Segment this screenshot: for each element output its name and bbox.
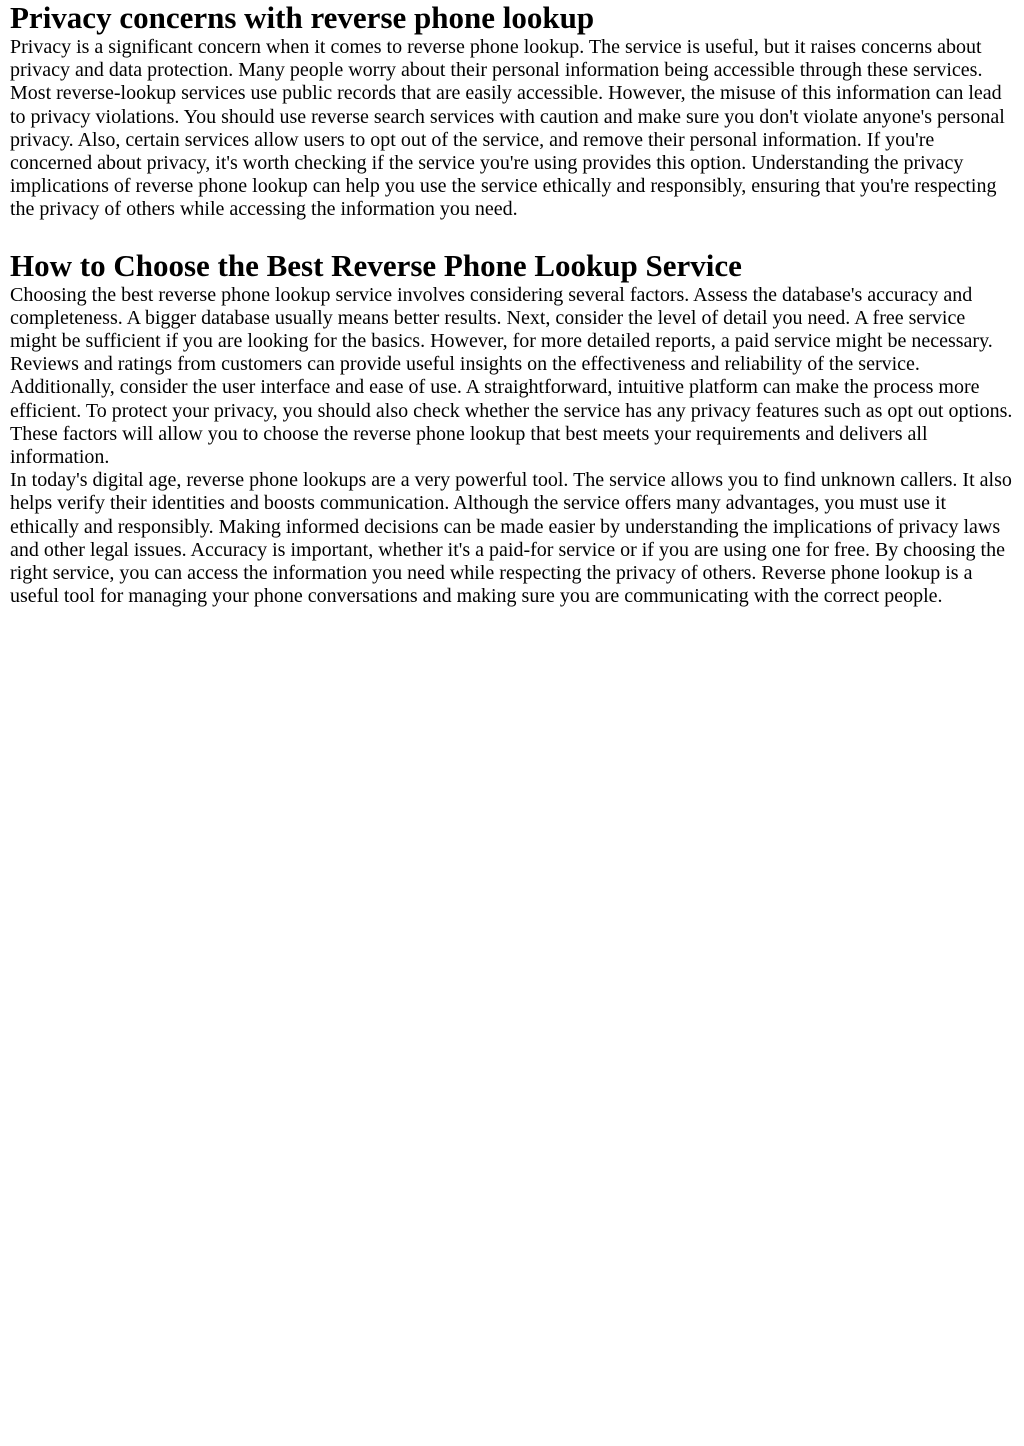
privacy-paragraph: Privacy is a significant concern when it comes to reverse phone lookup. The service is useful, but it raises concerns about privacy and data protection. Many people worry about their personal information being accessible through these services. Most reverse-lookup services use public records that are easily accessible. However, the misuse of this information can lead to privacy violations. You should use reverse search services with caution and make sure you don't violate anyone's personal privacy. Also, certain services allow users to opt out of the service, and remove their personal information. If you're concerned about privacy, it's worth checking if the service you're using provides this option. Understanding the privacy implications of reverse phone lookup can help you use the service ethically and responsibly, ensuring that you're respecting the privacy of others while accessing the information you need. — [10, 36, 1005, 221]
article — [10, 0, 1014, 608]
choose-service-paragraph: Choosing the best reverse phone lookup service involves considering several factors. Assess the database's accuracy and completeness. A bigger database usually means better results. Next, consider the level of detail you need. A free service might be sufficient if you are looking for the basics. However, for more detailed reports, a paid service might be necessary. Reviews and ratings from customers can provide useful insights on the effectiveness and reliability of the service. Additionally, consider the user interface and ease of use. A straightforward, intuitive platform can make the process more efficient. To protect your privacy, you should also check whether the service has any privacy features such as opt out options. These factors will allow you to choose the reverse phone lookup that best meets your requirements and delivers all information. — [10, 283, 1013, 469]
section-heading-choose-service: How to Choose the Best Reverse Phone Lookup Service — [10, 247, 742, 283]
conclusion-paragraph: In today's digital age, reverse phone lookups are a very powerful tool. The service allows you to find unknown callers. It also helps verify their identities and boosts communication. Although the service offers many advantages, you must use it ethically and responsibly. Making informed decisions can be made easier by understanding the implications of privacy laws and other legal issues. Accuracy is important, whether it's a paid-for service or if you are using one for free. By choosing the right service, you can access the information you need while respecting the privacy of others. Reverse phone lookup is a useful tool for managing your phone conversations and making sure you are communicating with the correct people. — [10, 469, 1012, 608]
page-title: Privacy concerns with reverse phone lookup — [10, 0, 595, 35]
